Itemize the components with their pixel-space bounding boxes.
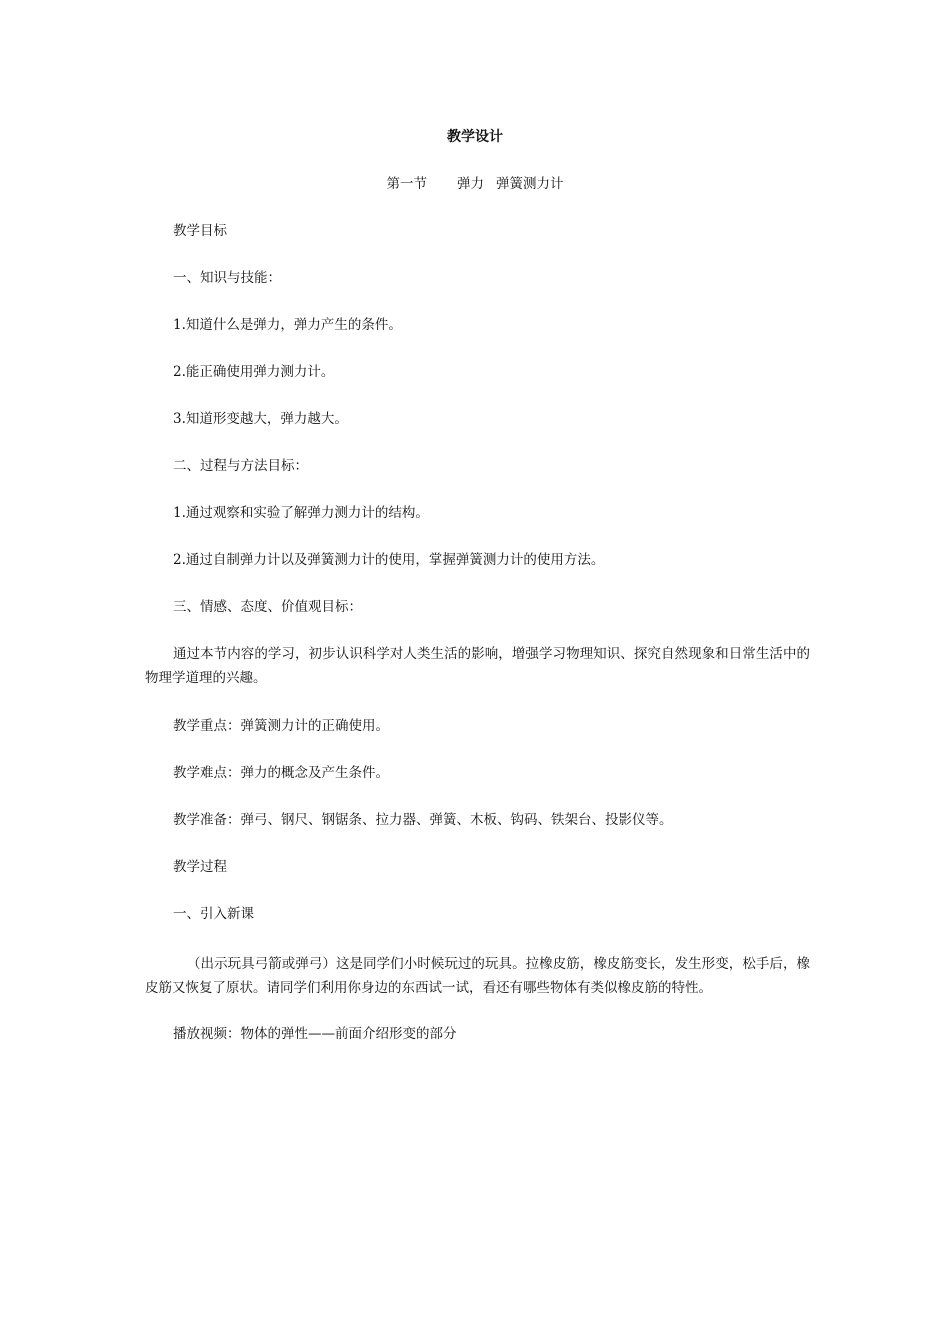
teaching-objectives-heading: 教学目标 <box>173 223 227 239</box>
emotion-attitude-heading: 三、情感、态度、价值观目标： <box>173 599 362 615</box>
teaching-process-heading: 教学过程 <box>173 859 227 875</box>
teaching-preparation: 教学准备：弹弓、钢尺、钢锯条、拉力器、弹簧、木板、钩码、铁架台、投影仪等。 <box>173 812 673 828</box>
process-item-1: 1.通过观察和实验了解弹力测力计的结构。 <box>173 505 429 521</box>
section-heading <box>0 172 950 196</box>
knowledge-item-2: 2.能正确使用弹力测力计。 <box>173 364 335 380</box>
knowledge-item-3: 3.知道形变越大，弹力越大。 <box>173 411 348 427</box>
process-item-2: 2.通过自制弹力计以及弹簧测力计的使用，掌握弹簧测力计的使用方法。 <box>173 552 605 568</box>
teaching-focus: 教学重点：弹簧测力计的正确使用。 <box>173 718 389 734</box>
document-title: 教学设计 <box>447 129 503 145</box>
section-subtopic: 弹簧测力计 <box>496 176 564 192</box>
section-number: 第一节 <box>386 176 427 192</box>
section-topic: 弹力 <box>457 176 484 192</box>
process-method-heading: 二、过程与方法目标： <box>173 458 308 474</box>
introduction-heading: 一、引入新课 <box>173 906 254 922</box>
play-video-line: 播放视频：物体的弹性——前面介绍形变的部分 <box>173 1026 457 1042</box>
knowledge-item-1: 1.知道什么是弹力，弹力产生的条件。 <box>173 317 402 333</box>
knowledge-skills-heading: 一、知识与技能： <box>173 270 281 286</box>
teaching-difficulty: 教学难点：弹力的概念及产生条件。 <box>173 765 389 781</box>
introduction-paragraph: （出示玩具弓箭或弹弓）这是同学们小时候玩过的玩具。拉橡皮筋，橡皮筋变长，发生形变，松手后，橡皮筋又恢复了原状。请同学们利用你身边的东西试一试，看还有哪些物体有类似橡皮筋的特性。 <box>145 956 810 996</box>
emotion-goal-paragraph: 通过本节内容的学习，初步认识科学对人类生活的影响，增强学习物理知识、探究自然现象和日常生活中的物理学道理的兴趣。 <box>145 646 810 686</box>
